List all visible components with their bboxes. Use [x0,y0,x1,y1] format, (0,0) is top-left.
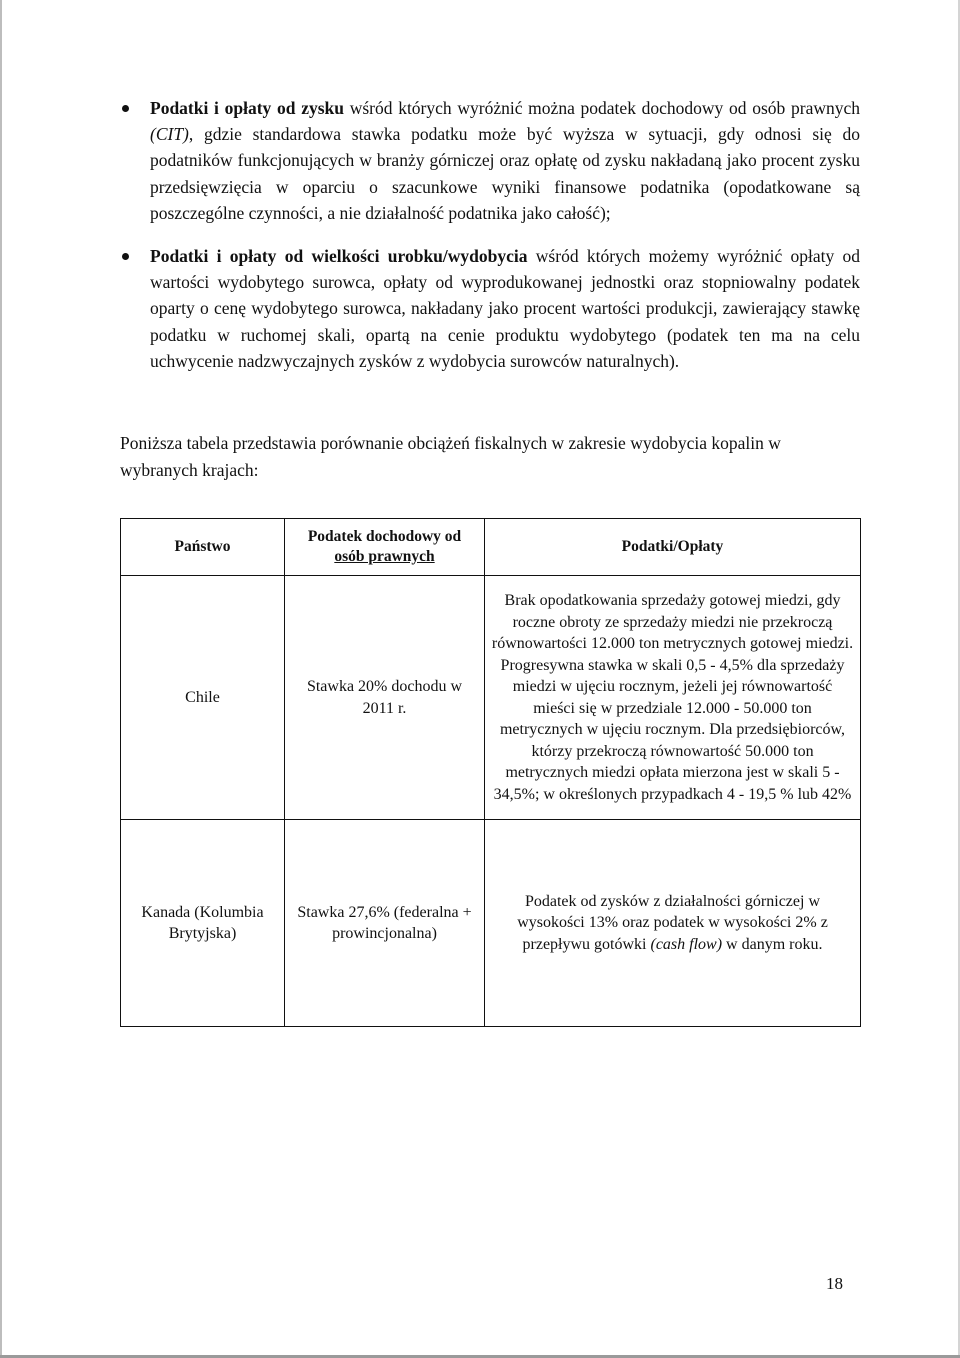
table-header-row [121,519,861,576]
cell-fees-end: w danym roku. [722,935,823,953]
bullet-item-output-taxes [120,243,860,374]
cell-fees-text: Podatek od zysków z działalności górniczej w wysokości 13% oraz podatek w wysokości 2% z przepływu gotówki [517,892,828,953]
cell-country: Chile [121,576,285,820]
table-intro-paragraph: Poniższa tabela przedstawia porównanie obciążeń fiskalnych w zakresie wydobycia kopalin w wybranych krajach: [120,433,781,480]
bullet-dot-icon [122,253,129,260]
cell-cit: Stawka 20% dochodu w 2011 r. [285,576,485,820]
bullet-text: wśród których możemy wyróżnić opłaty od wartości wydobytego surowca, opłaty od wyprodukowanej jednostki oraz stopniowalny podatek oparty o cenę wydobytego surowca, nakładany jako procent wartości produkcji, zawierający stawkę podatku w ruchomej skali, opartą na cenie produktu wydobytego (podatek ten ma na celu uchwycenie nadzwyczajnych zysków z wydobycia surowców naturalnych). [150,246,860,371]
table-row [121,820,861,1027]
table-row [121,576,861,820]
bullet-dot-icon [122,105,129,112]
cell-country: Kanada (Kolumbia Brytyjska) [121,820,285,1027]
scan-edge-left [0,0,2,1358]
bullet-title: Podatki i opłaty od wielkości urobku/wydobycia [150,246,528,267]
cell-fees-italic: (cash flow) [650,935,723,953]
bullet-text: wśród których wyróżnić można podatek dochodowy od osób prawnych [344,98,860,118]
cell-fees: Brak opodatkowania sprzedaży gotowej miedzi, gdy roczne obroty ze sprzedaży miedzi nie przekroczą równowartości 12.000 ton metrycznych gotowej miedzi. Progresywna stawka w skali 0,5 - 4,5% dla sprzedaży miedzi w ujęciu rocznym, jeżeli jej równowartość mieści się w przedziale 12.000 - 50.000 ton metrycznych w ujęciu rocznym. Dla przedsiębiorców, którzy przekroczą równowartość 50.000 ton metrycznych miedzi opłata mierzona jest w skali 5 - 34,5%; w określonych przypadkach 4 - 19,5 % lub 42% [485,576,861,820]
page-number: 18 [826,1274,843,1293]
fiscal-burden-table [120,518,861,1027]
header-country: Państwo [121,519,285,576]
header-cit-line1: Podatek dochodowy od [307,528,462,545]
header-cit-line2: osób prawnych [334,548,435,565]
bullet-title: Podatki i opłaty od zysku [150,98,344,118]
bullet-italic-term: (CIT) [150,124,189,145]
bullet-item-profit-taxes [120,95,860,226]
cell-cit: Stawka 27,6% (federalna + prowincjonalna) [285,820,485,1027]
header-cit [285,519,485,576]
header-fees: Podatki/Opłaty [485,519,861,576]
bullet-text-continued: , gdzie standardowa stawka podatku może być wyższa w sytuacji, gdy odnosi się do podatników funkcjonujących w branży górniczej oraz opłatę od zysku nakładaną jako procent zysku przedsięwzięcia w oparciu o szacunkowe wyniki finansowe podatnika (opodatkowane są poszczególne czynności, a nie działalność podatnika jako całość); [150,124,860,223]
bullet-list [120,95,860,391]
cell-fees [485,820,861,1027]
